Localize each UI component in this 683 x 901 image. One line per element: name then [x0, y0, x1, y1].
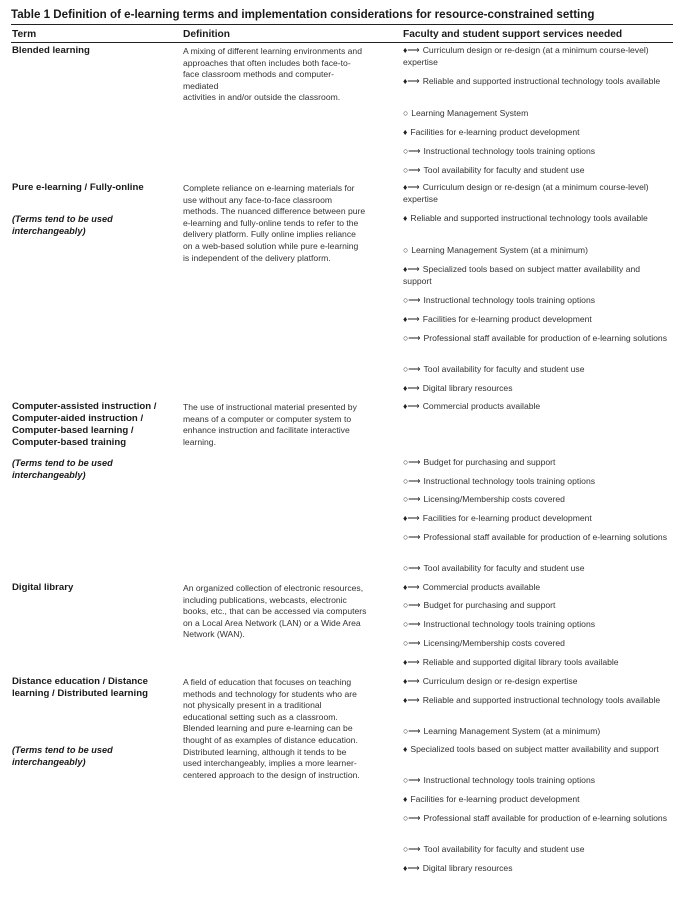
- definition-line: approaches that often includes both face-to-: [183, 57, 351, 68]
- definition-line: Distributed learning, although it tends to be: [183, 746, 347, 757]
- term-line: Blended learning: [12, 45, 90, 56]
- service-text: Tool availability for faculty and student use: [423, 165, 585, 175]
- service-text: Budget for purchasing and support: [423, 600, 556, 610]
- definition-line: delivery platform. Fully online implies reliance: [183, 229, 356, 240]
- service-symbol-icon: ○⟶: [403, 775, 421, 785]
- service-symbol-icon: ♦⟶: [403, 264, 420, 274]
- service-symbol-icon: ○: [403, 245, 409, 255]
- service-text: Specialized tools based on subject matter availability and support: [410, 744, 659, 754]
- service-text: Specialized tools based on subject matter availability and support: [403, 264, 641, 286]
- service-symbol-icon: ○: [403, 108, 409, 118]
- definition-line: learning.: [183, 436, 216, 447]
- service-text: Budget for purchasing and support: [423, 457, 556, 467]
- definition-line: The use of instructional material presented by: [183, 402, 357, 412]
- service-text: Reliable and supported instructional technology tools available: [422, 76, 661, 86]
- service-symbol-icon: ○⟶: [403, 364, 421, 374]
- service-symbol-icon: ○⟶: [403, 457, 421, 467]
- service-item: [403, 744, 671, 756]
- service-symbol-icon: ♦⟶: [403, 314, 420, 324]
- service-item: [403, 383, 671, 395]
- service-text: Facilities for e-learning product development: [422, 513, 592, 523]
- service-symbol-icon: ♦⟶: [403, 513, 420, 523]
- definition-cell: [183, 402, 398, 448]
- service-item: [403, 401, 671, 413]
- service-text: Instructional technology tools training options: [423, 146, 596, 156]
- term-line: Computer-aided instruction /: [12, 413, 144, 424]
- service-text: Instructional technology tools training options: [423, 295, 596, 305]
- service-text: Tool availability for faculty and student use: [423, 844, 585, 854]
- header-term: Term: [12, 29, 37, 40]
- term-line: Computer-assisted instruction /: [12, 401, 157, 412]
- definition-line: e-learning and fully-online tends to refer to the: [183, 217, 359, 228]
- definition-cell: [183, 183, 398, 264]
- service-text: Facilities for e-learning product development: [422, 314, 592, 324]
- service-text: Commercial products available: [422, 401, 541, 411]
- service-text: Learning Management System: [411, 108, 529, 118]
- service-symbol-icon: ○⟶: [403, 813, 421, 823]
- definition-line: face classroom methods and computer-: [183, 69, 334, 80]
- service-symbol-icon: ○⟶: [403, 600, 421, 610]
- definition-line: use without any face-to-face classroom: [183, 194, 333, 205]
- term-cell: [12, 45, 172, 57]
- service-item: [403, 863, 671, 875]
- definition-line: educational setting such as a classroom.: [183, 711, 338, 722]
- service-symbol-icon: ♦⟶: [403, 383, 420, 393]
- definition-line: including publications, webcasts, electronic: [183, 594, 347, 605]
- service-symbol-icon: ○⟶: [403, 295, 421, 305]
- definition-line: A field of education that focuses on teaching: [183, 677, 352, 687]
- service-text: Reliable and supported digital library tools available: [422, 657, 619, 667]
- term-line: Computer-based training: [12, 437, 127, 448]
- service-symbol-icon: ♦⟶: [403, 695, 420, 705]
- definition-line: An organized collection of electronic resources,: [183, 583, 364, 593]
- service-text: Curriculum design or re-design expertise: [422, 676, 578, 686]
- service-symbol-icon: ○⟶: [403, 476, 421, 486]
- service-symbol-icon: ○⟶: [403, 146, 421, 156]
- header-rule: [11, 42, 673, 43]
- service-text: Professional staff available for production of e-learning solutions: [423, 532, 667, 542]
- service-text: Instructional technology tools training options: [423, 775, 596, 785]
- service-text: Instructional technology tools training options: [423, 476, 596, 486]
- service-item: [403, 695, 671, 707]
- definition-line: methods and technology for students who are: [183, 688, 357, 699]
- definition-line: A mixing of different learning environments and: [183, 46, 362, 56]
- service-symbol-icon: ○⟶: [403, 844, 421, 854]
- term-line: Pure e-learning / Fully-online: [12, 182, 144, 193]
- service-symbol-icon: ○⟶: [403, 165, 421, 175]
- term-cell: [12, 676, 172, 700]
- service-text: Digital library resources: [422, 383, 513, 393]
- service-item: [403, 513, 671, 525]
- service-text: Licensing/Membership costs covered: [423, 494, 565, 504]
- service-text: Facilities for e-learning product development: [410, 794, 580, 804]
- definition-line: enhance instruction and facilitate interactive: [183, 425, 350, 436]
- service-symbol-icon: ♦⟶: [403, 45, 420, 55]
- service-symbol-icon: ○⟶: [403, 563, 421, 573]
- definition-line: books, etc., that can be accessed via computers: [183, 606, 367, 617]
- definition-line: Blended learning and pure e-learning can be: [183, 723, 353, 734]
- service-symbol-icon: ♦: [403, 213, 408, 223]
- service-item: [403, 457, 671, 469]
- service-item: [403, 619, 671, 631]
- service-item: [403, 108, 671, 120]
- service-symbol-icon: ○⟶: [403, 619, 421, 629]
- service-text: Instructional technology tools training options: [423, 619, 596, 629]
- service-item: [403, 600, 671, 612]
- header-services: Faculty and student support services needed: [403, 29, 623, 40]
- service-text: Tool availability for faculty and student use: [423, 364, 585, 374]
- top-rule: [11, 24, 673, 25]
- service-item: [403, 582, 671, 594]
- definition-line: Network (WAN).: [183, 629, 245, 640]
- service-item: [403, 333, 671, 345]
- service-item: [403, 676, 671, 688]
- definition-line: is independent of the delivery platform.: [183, 252, 331, 263]
- definition-line: methods. The nuanced difference between pure: [183, 206, 366, 217]
- service-item: [403, 532, 671, 544]
- service-text: Tool availability for faculty and student use: [423, 563, 585, 573]
- service-item: [403, 45, 671, 68]
- service-item: [403, 794, 671, 806]
- service-item: [403, 844, 671, 856]
- service-item: [403, 264, 671, 287]
- service-item: [403, 476, 671, 488]
- definition-line: mediated: [183, 80, 219, 91]
- service-text: Curriculum design or re-design (at a minimum course-level) expertise: [403, 45, 649, 67]
- term-line: Distance education / Distance: [12, 676, 148, 687]
- service-symbol-icon: ♦⟶: [403, 182, 420, 192]
- service-item: [403, 726, 671, 738]
- service-text: Curriculum design or re-design (at a minimum course-level) expertise: [403, 182, 649, 204]
- service-item: [403, 775, 671, 787]
- definition-line: means of a computer or computer system to: [183, 413, 352, 424]
- service-item: [403, 563, 671, 575]
- service-item: [403, 638, 671, 650]
- service-text: Commercial products available: [422, 582, 541, 592]
- header-definition: Definition: [183, 29, 230, 40]
- service-symbol-icon: ♦⟶: [403, 582, 420, 592]
- definition-line: on a Local Area Network (LAN) or a Wide Area: [183, 617, 361, 628]
- definition-line: on a web-based solution while pure e-learning: [183, 240, 359, 251]
- service-item: [403, 657, 671, 669]
- service-item: [403, 146, 671, 158]
- term-cell: [12, 401, 172, 449]
- term-note: (Terms tend to be used interchangeably): [12, 745, 113, 767]
- definition-cell: [183, 46, 398, 104]
- service-item: [403, 127, 671, 139]
- service-item: [403, 813, 671, 825]
- service-text: Professional staff available for production of e-learning solutions: [423, 813, 667, 823]
- service-item: [403, 494, 671, 506]
- definition-line: thought of as examples of distance education.: [183, 734, 358, 745]
- service-symbol-icon: ♦: [403, 794, 408, 804]
- service-text: Reliable and supported instructional technology tools available: [422, 695, 661, 705]
- table-title: Table 1 Definition of e-learning terms and implementation considerations for resource-constrained setting: [11, 8, 595, 21]
- definition-line: not physically present in a traditional: [183, 700, 322, 711]
- service-symbol-icon: ○⟶: [403, 532, 421, 542]
- term-note: (Terms tend to be used interchangeably): [12, 214, 113, 236]
- service-item: [403, 76, 671, 88]
- service-item: [403, 364, 671, 376]
- service-item: [403, 314, 671, 326]
- definition-line: activities in and/or outside the classroom.: [183, 92, 341, 103]
- service-symbol-icon: ♦: [403, 744, 408, 754]
- definition-line: used interchangeably, implies a more learner-: [183, 758, 357, 769]
- term-line: learning / Distributed learning: [12, 688, 148, 699]
- definition-cell: [183, 583, 398, 641]
- definition-cell: [183, 677, 398, 781]
- term-line: Computer-based learning /: [12, 425, 134, 436]
- definition-line: centered approach to the design of instruction.: [183, 769, 360, 780]
- service-symbol-icon: ♦⟶: [403, 657, 420, 667]
- service-symbol-icon: ○⟶: [403, 638, 421, 648]
- service-text: Learning Management System (at a minimum): [423, 726, 601, 736]
- service-symbol-icon: ♦: [403, 127, 408, 137]
- service-text: Professional staff available for production of e-learning solutions: [423, 333, 667, 343]
- service-symbol-icon: ♦⟶: [403, 676, 420, 686]
- service-symbol-icon: ♦⟶: [403, 401, 420, 411]
- service-text: Reliable and supported instructional technology tools available: [410, 213, 648, 223]
- service-text: Learning Management System (at a minimum): [411, 245, 588, 255]
- term-line: Digital library: [12, 582, 74, 593]
- service-symbol-icon: ○⟶: [403, 333, 421, 343]
- service-item: [403, 165, 671, 177]
- service-symbol-icon: ○⟶: [403, 726, 421, 736]
- term-cell: [12, 582, 172, 594]
- service-symbol-icon: ♦⟶: [403, 76, 420, 86]
- service-item: [403, 213, 671, 225]
- service-symbol-icon: ♦⟶: [403, 863, 420, 873]
- service-item: [403, 295, 671, 307]
- service-text: Facilities for e-learning product development: [410, 127, 580, 137]
- term-cell: [12, 182, 172, 194]
- service-text: Licensing/Membership costs covered: [423, 638, 565, 648]
- service-item: [403, 245, 671, 257]
- service-symbol-icon: ○⟶: [403, 494, 421, 504]
- service-text: Digital library resources: [422, 863, 513, 873]
- service-item: [403, 182, 671, 205]
- definition-line: Complete reliance on e-learning materials for: [183, 183, 355, 193]
- term-note: (Terms tend to be used interchangeably): [12, 458, 113, 480]
